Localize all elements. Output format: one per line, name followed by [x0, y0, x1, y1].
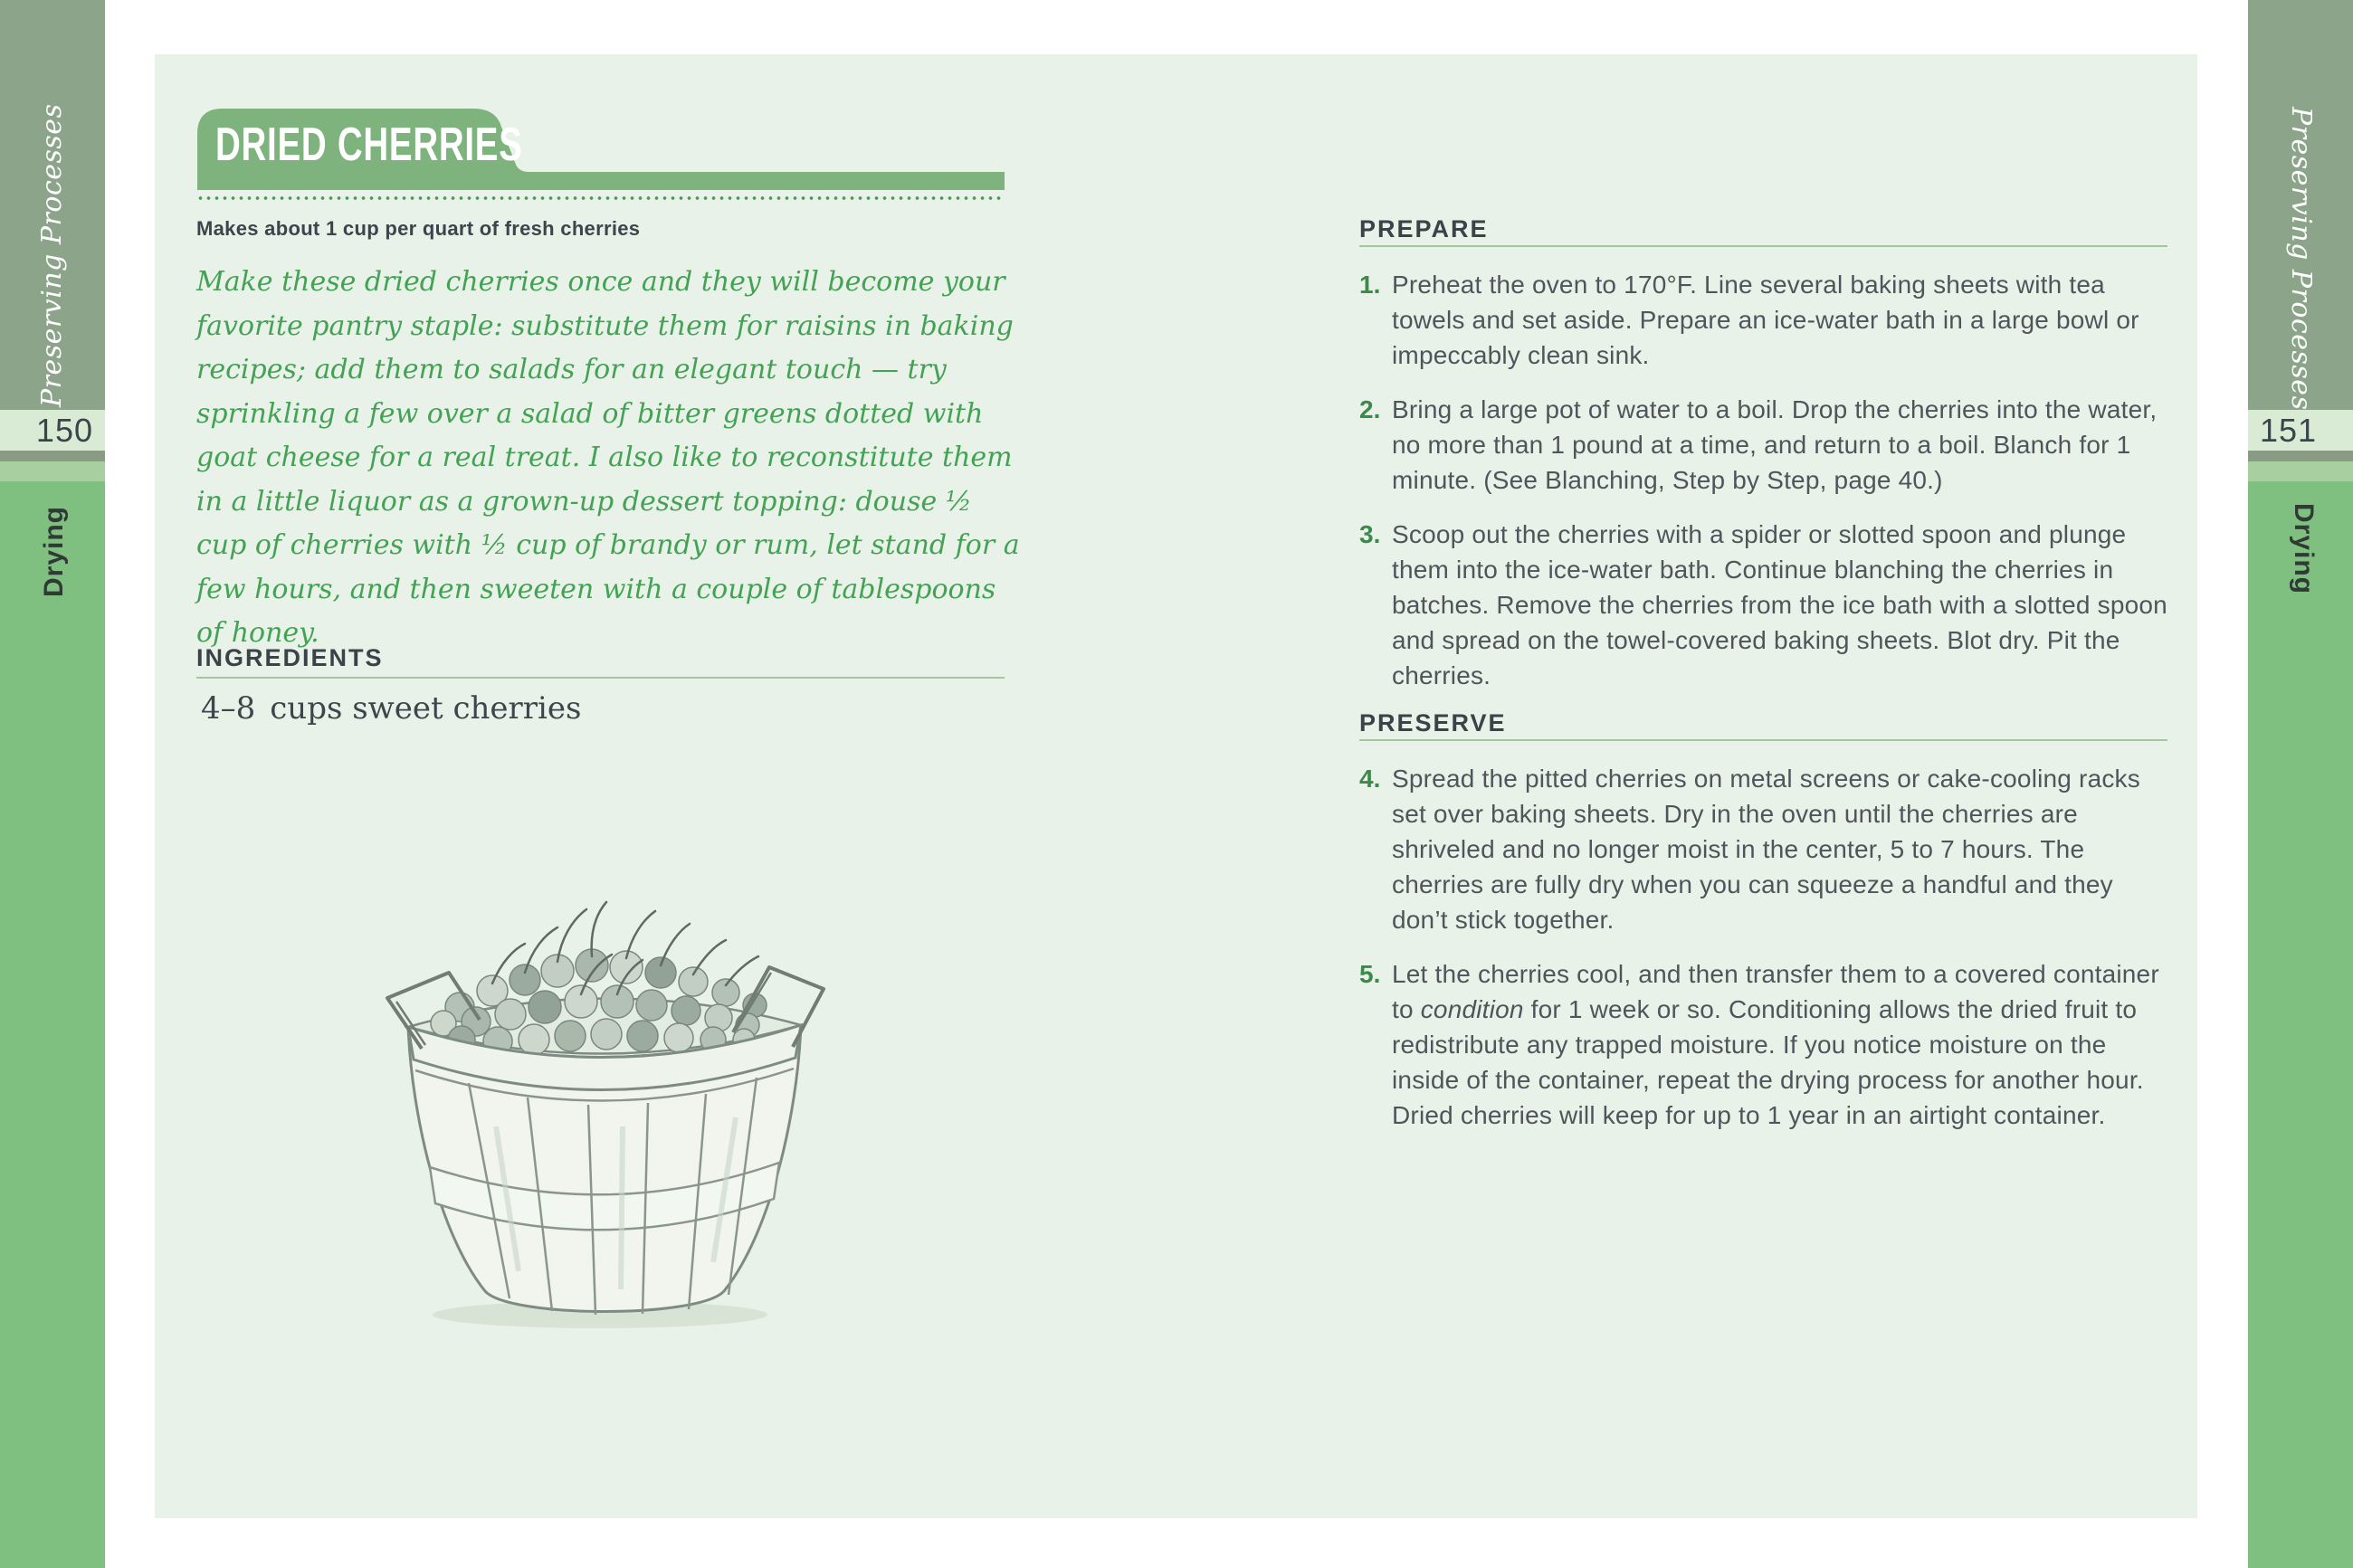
right-divider-strip-light [2248, 461, 2353, 481]
recipe-step [1359, 761, 2167, 937]
step-number: 1. [1359, 271, 1381, 299]
step-text: Preheat the oven to 170°F. Line several baking sheets with tea towels and set aside. Prepare an ice-water bath in a large bowl or impeccably clean sink. [1392, 271, 2139, 369]
left-page-number: 150 [0, 410, 105, 451]
step-text: Scoop out the cherries with a spider or slotted spoon and plunge them into the ice-water bath. Continue blanching the cherries in batches. Remove the cherries from the ice bath with a slotted spoon and spread on the towel-covered baking sheets. Blot dry. Pit the cherries. [1392, 520, 2167, 689]
ingredient-item [201, 690, 582, 727]
preserve-heading: PRESERVE [1359, 709, 1507, 736]
left-section-tab-label: Drying [39, 505, 69, 597]
recipe-step [1359, 517, 2167, 693]
ingredient-name: cups sweet cherries [270, 690, 582, 727]
yield-note: Makes about 1 cup per quart of fresh cherries [196, 217, 641, 240]
left-divider-strip [0, 451, 105, 461]
preserve-rule [1359, 739, 2167, 741]
recipe-step [1359, 267, 2167, 373]
left-section-band [0, 481, 105, 1568]
preserve-steps [1359, 761, 2167, 1152]
basket-illustration [324, 855, 885, 1339]
recipe-title: DRIED CHERRIES [215, 119, 523, 171]
right-section-tab-label: Drying [2289, 503, 2319, 595]
ingredients-rule [196, 677, 1005, 679]
recipe-intro: Make these dried cherries once and they will become your favorite pantry staple: substitute them for raisins in baking recipes; add them to salads for an elegant touch — try sprinkling a few over a salad of bitter greens dotted with goat cheese for a real treat. I also like to reconstitute them in a little liquor as a grown-up dessert topping: douse ½ cup of cherries with ½ cup of brandy or rum, let stand for a few hours, and then sweeten with a couple of tablespoons of honey. [196, 266, 1020, 649]
recipe-step [1359, 392, 2167, 498]
prepare-heading: PREPARE [1359, 215, 1489, 242]
right-section-band [2248, 481, 2353, 1568]
ingredient-quantity: 4–8 [201, 690, 256, 727]
left-chapter-tab-label: Preserving Processes [36, 103, 68, 407]
step-number: 4. [1359, 765, 1381, 793]
step-text: Spread the pitted cherries on metal screens or cake-cooling racks set over baking sheets. Dry in the oven until the cherries are shriveled and no longer moist in the center, 5 to 7 hours. The cherries are fully dry when you can squeeze a handful and they don’t stick together. [1392, 765, 2140, 934]
step-number: 2. [1359, 395, 1381, 423]
step-text: Let the cherries cool, and then transfer them to a covered container to condition for 1 week or so. Conditioning allows the dried fruit to redistribute any trapped moisture. If you notice moisture on the inside of the container, repeat the drying process for another hour. Dried cherries will keep for up to 1 year in an airtight container. [1392, 960, 2159, 1129]
right-chapter-tab-label: Preserving Processes [2285, 107, 2317, 411]
left-divider-strip-light [0, 461, 105, 481]
right-page-number: 151 [2248, 410, 2353, 451]
step-number: 5. [1359, 960, 1381, 988]
step-number: 3. [1359, 520, 1381, 548]
prepare-rule [1359, 245, 2167, 247]
ingredients-heading: INGREDIENTS [196, 644, 384, 671]
right-divider-strip [2248, 451, 2353, 461]
prepare-steps [1359, 267, 2167, 712]
conditioning-term: condition [1420, 995, 1524, 1023]
step-text: Bring a large pot of water to a boil. Drop the cherries into the water, no more than 1 pound at a time, and return to a boil. Blanch for 1 minute. (See Blanching, Step by Step, page 40.) [1392, 395, 2158, 494]
dotted-divider [196, 195, 1005, 201]
recipe-step [1359, 956, 2167, 1133]
